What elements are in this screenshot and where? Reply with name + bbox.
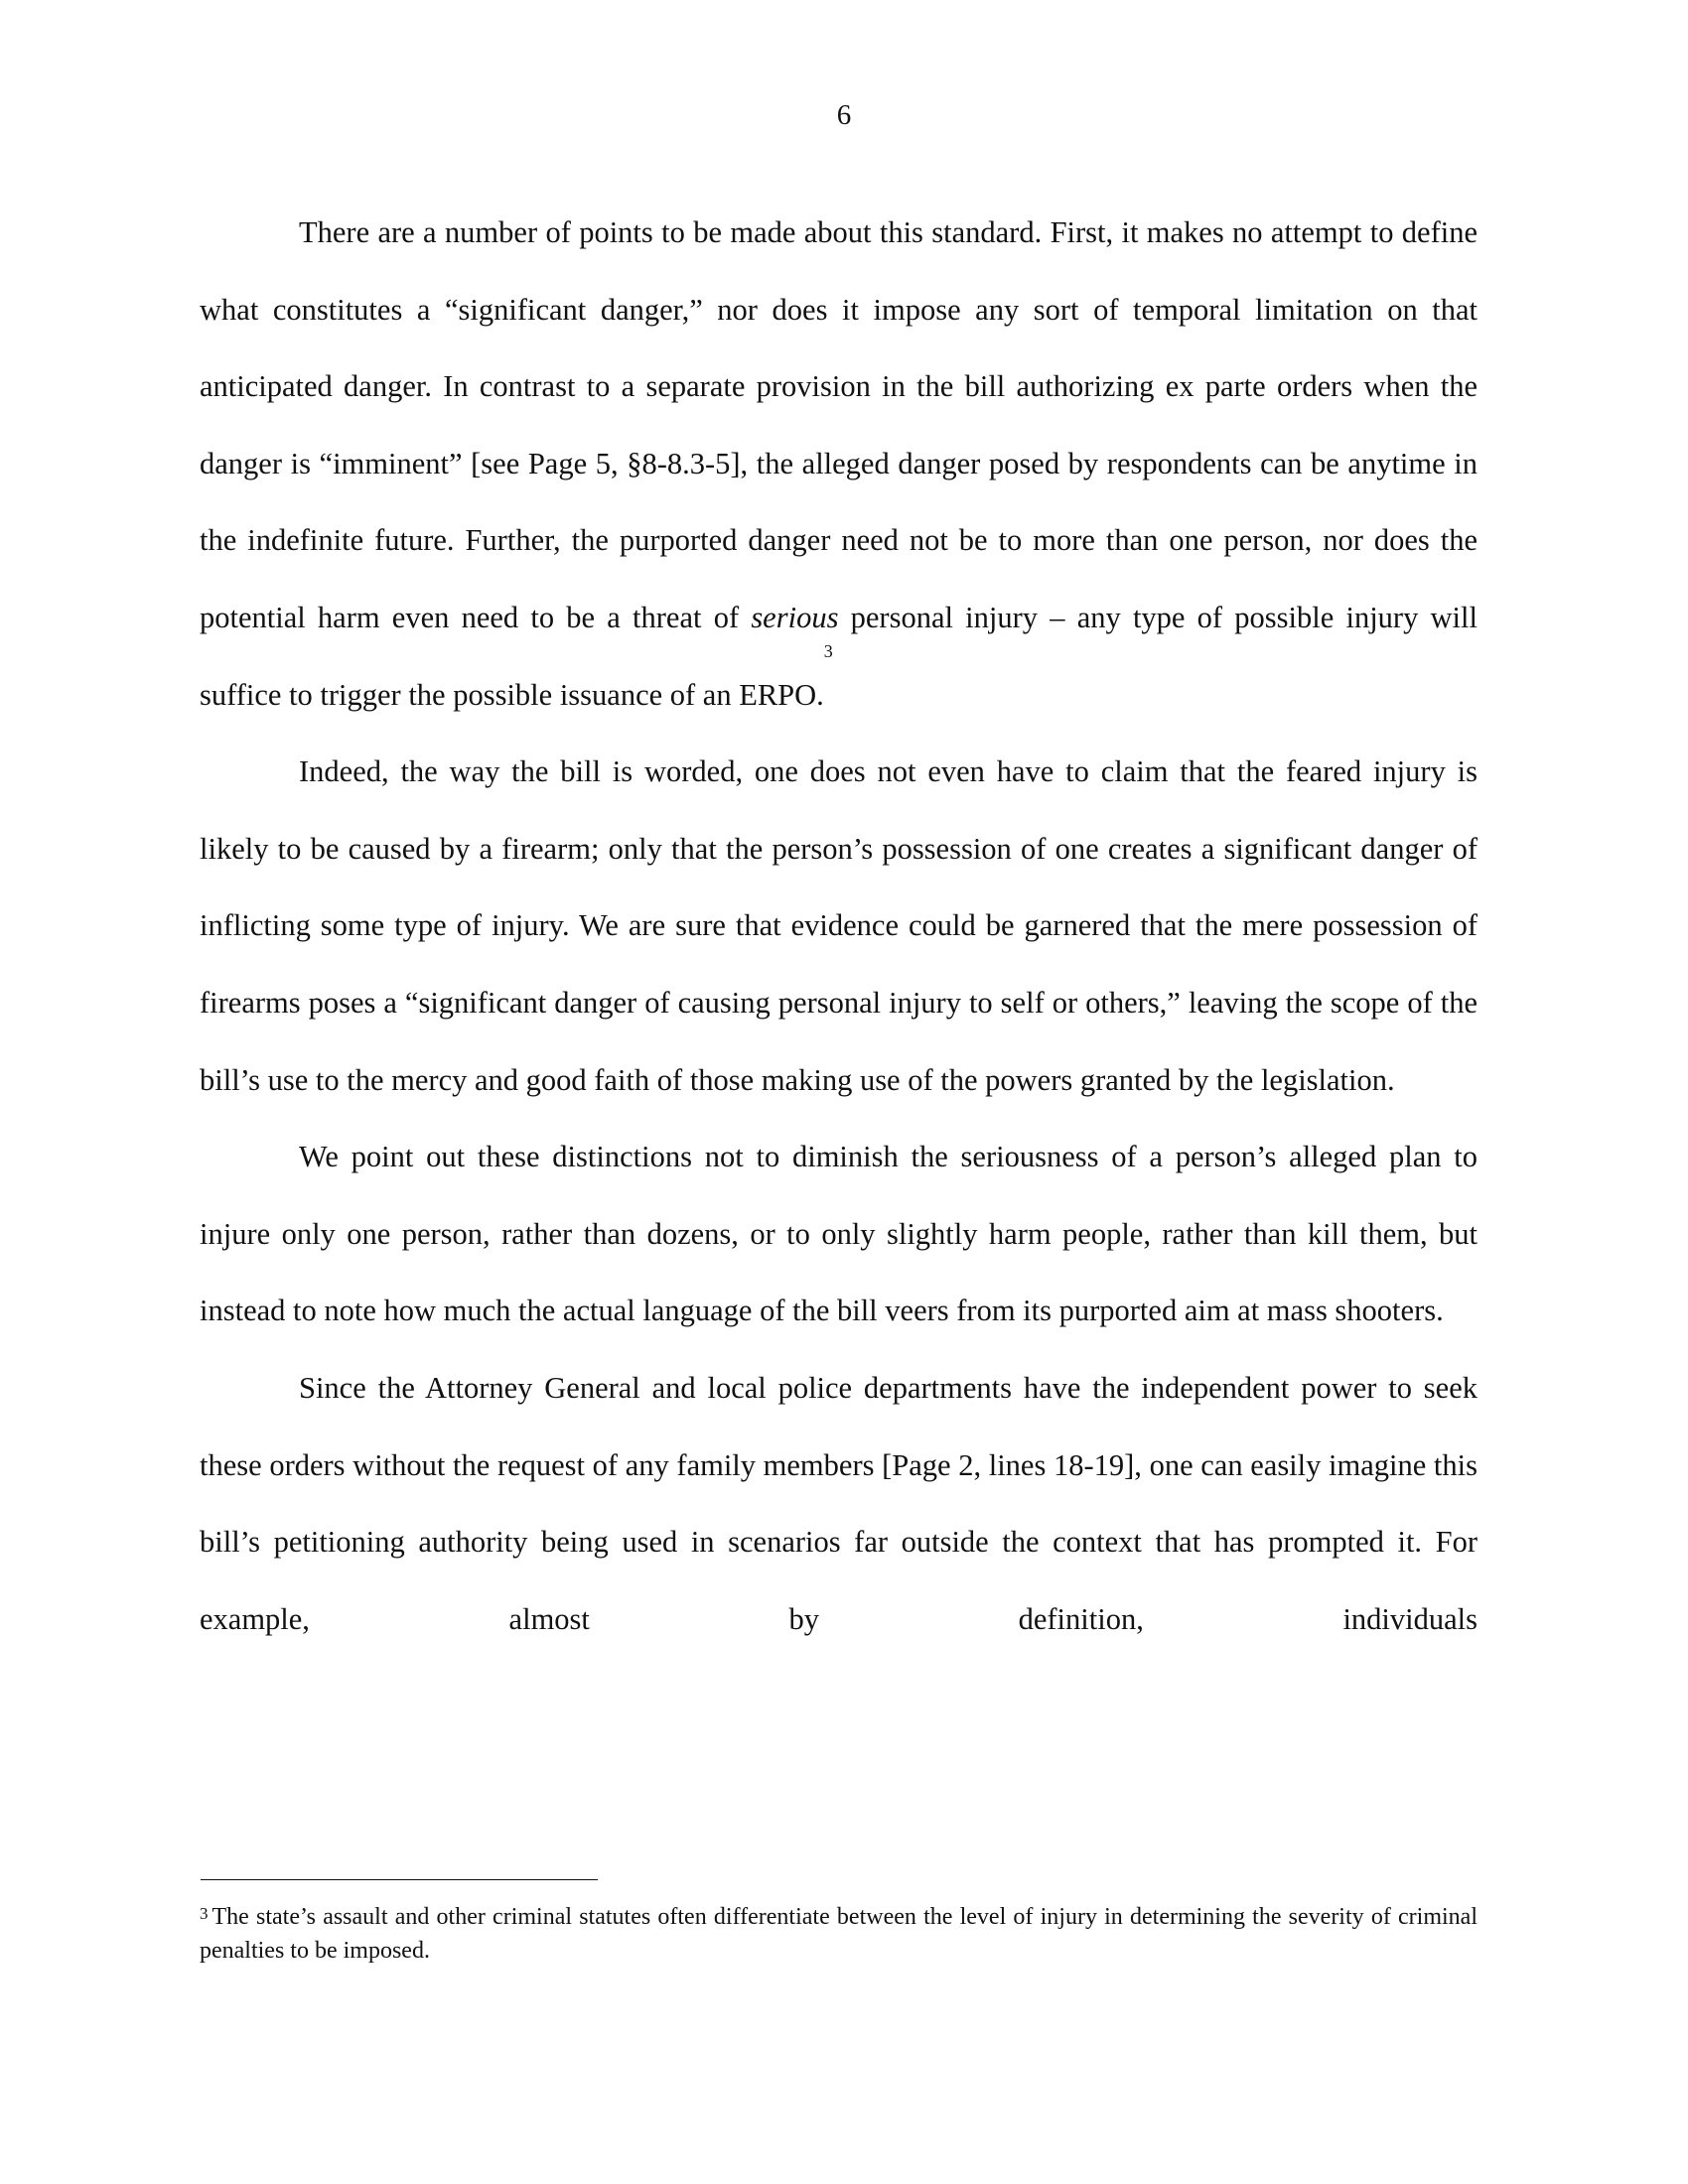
page-number: 6 — [836, 99, 852, 131]
emphasis-serious: serious — [751, 600, 839, 634]
paragraph-2: Indeed, the way the bill is worded, one does not even have to claim that the feared injury is likely to be caused by a firearm; only that the person’s possession of one creates a significant danger of inflicting some type of injury. We are sure that evidence could be garnered that the mere possession of firearms poses a “significant danger of causing personal injury to self or others,” leaving the scope of the bill’s use to the mercy and good faith of those making use of the powers granted by the legislation. — [200, 754, 1477, 1097]
paragraph-4: Since the Attorney General and local police departments have the independent power to seek these orders without the request of any family members [Page 2, lines 18-19], one can easily imagine this bill’s petitioning authority being used in scenarios far outside the context that has prompted it. For example, almost by definition, individuals — [200, 1370, 1477, 1636]
paragraph-1-text-before: There are a number of points to be made about this standard. First, it makes no attempt to define what constitutes a “significant danger,” nor does it impose any sort of temporal limitation on that anticipated danger. In contrast to a separate provision in the bill authorizing ex parte orders when the danger is “imminent” [see Page 5, §8-8.3-5], the alleged danger posed by respondents can be anytime in the indefinite future. Further, the purported danger need not be to more than one person, nor does the potential harm even need to be a threat of — [200, 215, 1477, 634]
footnote-reference-3[interactable]: 3 — [823, 640, 833, 661]
footnote-3 — [200, 1900, 1477, 1968]
footnote-separator — [201, 1879, 598, 1880]
paragraph-3: We point out these distinctions not to diminish the seriousness of a person’s alleged plan to injure only one person, rather than dozens, or to only slightly harm people, rather than kill them, but instead to note how much the actual language of the bill veers from its purported aim at mass shooters. — [200, 1140, 1477, 1328]
footnote-marker: 3 — [200, 1904, 209, 1923]
body-text — [200, 195, 1477, 1658]
paragraph-1-text-after: personal injury – any type of possible injury will suffice to trigger the possible issuance of an ERPO. — [200, 600, 1477, 712]
paragraph-1 — [200, 195, 1477, 734]
footnote-text: The state’s assault and other criminal statutes often differentiate between the level of injury in determining the severity of criminal penalties to be imposed. — [200, 1904, 1477, 1964]
